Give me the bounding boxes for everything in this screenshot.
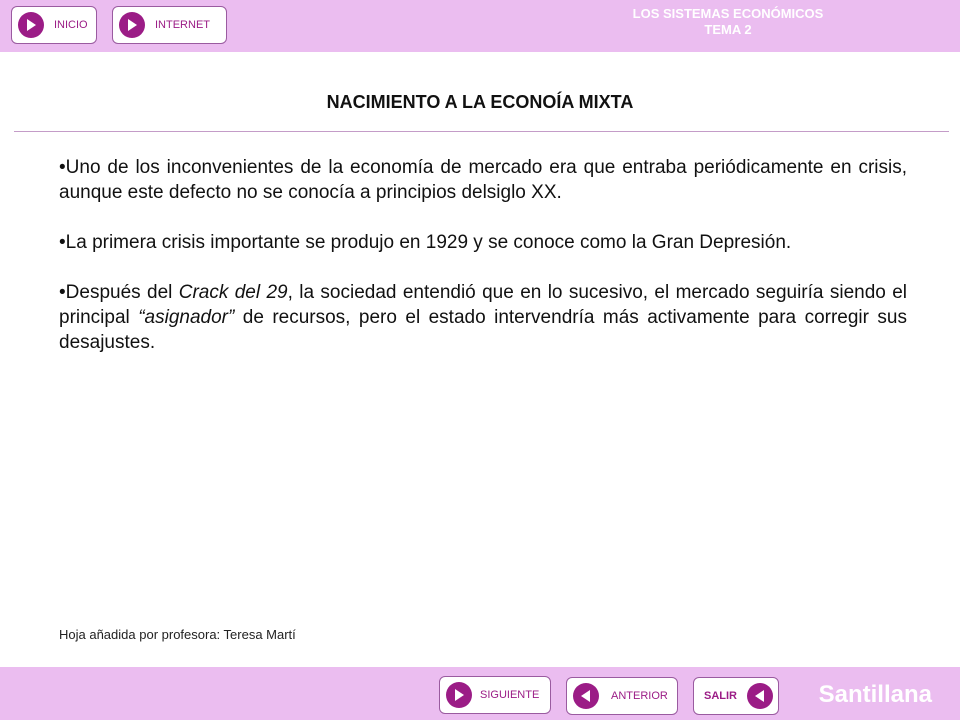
anterior-label: ANTERIOR: [611, 690, 668, 702]
asignador-term: “asignador”: [138, 307, 235, 328]
paragraph-2: •La primera crisis importante se produjo en 1929 y se conoce como la Gran Depresión.: [59, 232, 792, 253]
course-title: [588, 6, 868, 38]
course-subject: LOS SISTEMAS ECONÓMICOS: [632, 6, 824, 21]
internet-label: INTERNET: [155, 19, 210, 31]
internet-button[interactable]: [112, 6, 227, 44]
paragraph-3-lead: •Después del: [59, 282, 179, 303]
page-title: NACIMIENTO A LA ECONOÍA MIXTA: [326, 92, 634, 112]
salir-button[interactable]: [693, 677, 779, 715]
play-right-icon: [119, 12, 145, 38]
anterior-button[interactable]: [566, 677, 678, 715]
play-right-icon: [18, 12, 44, 38]
paragraph-1: •Uno de los inconvenientes de la economía de mercado era que entraba periódicamente en crisis, aunque este defecto no se conocía a principios delsiglo XX.: [59, 157, 907, 203]
crack-term: Crack del 29: [178, 282, 288, 303]
title-divider: [14, 131, 949, 132]
slide-content: [59, 155, 907, 380]
santillana-logo: Santillana: [818, 681, 932, 708]
play-left-icon: [573, 683, 599, 709]
siguiente-label: SIGUIENTE: [480, 689, 540, 701]
paragraph-3-end: de recursos, pero el estado intervendría más activamente para corregir sus desajustes.: [59, 307, 907, 353]
author-note: Hoja añadida por profesora: Teresa Martí: [59, 627, 296, 642]
paragraph-3: [59, 280, 907, 355]
salir-label: SALIR: [704, 690, 737, 702]
play-left-icon: [747, 683, 773, 709]
paragraph-3-mid: , la sociedad entendió que en lo sucesivo, el mercado seguiría siendo el principal: [59, 282, 907, 328]
play-right-icon: [446, 682, 472, 708]
inicio-button[interactable]: [11, 6, 97, 44]
course-unit: TEMA 2: [704, 22, 752, 37]
inicio-label: INICIO: [54, 19, 88, 31]
siguiente-button[interactable]: [439, 676, 551, 714]
